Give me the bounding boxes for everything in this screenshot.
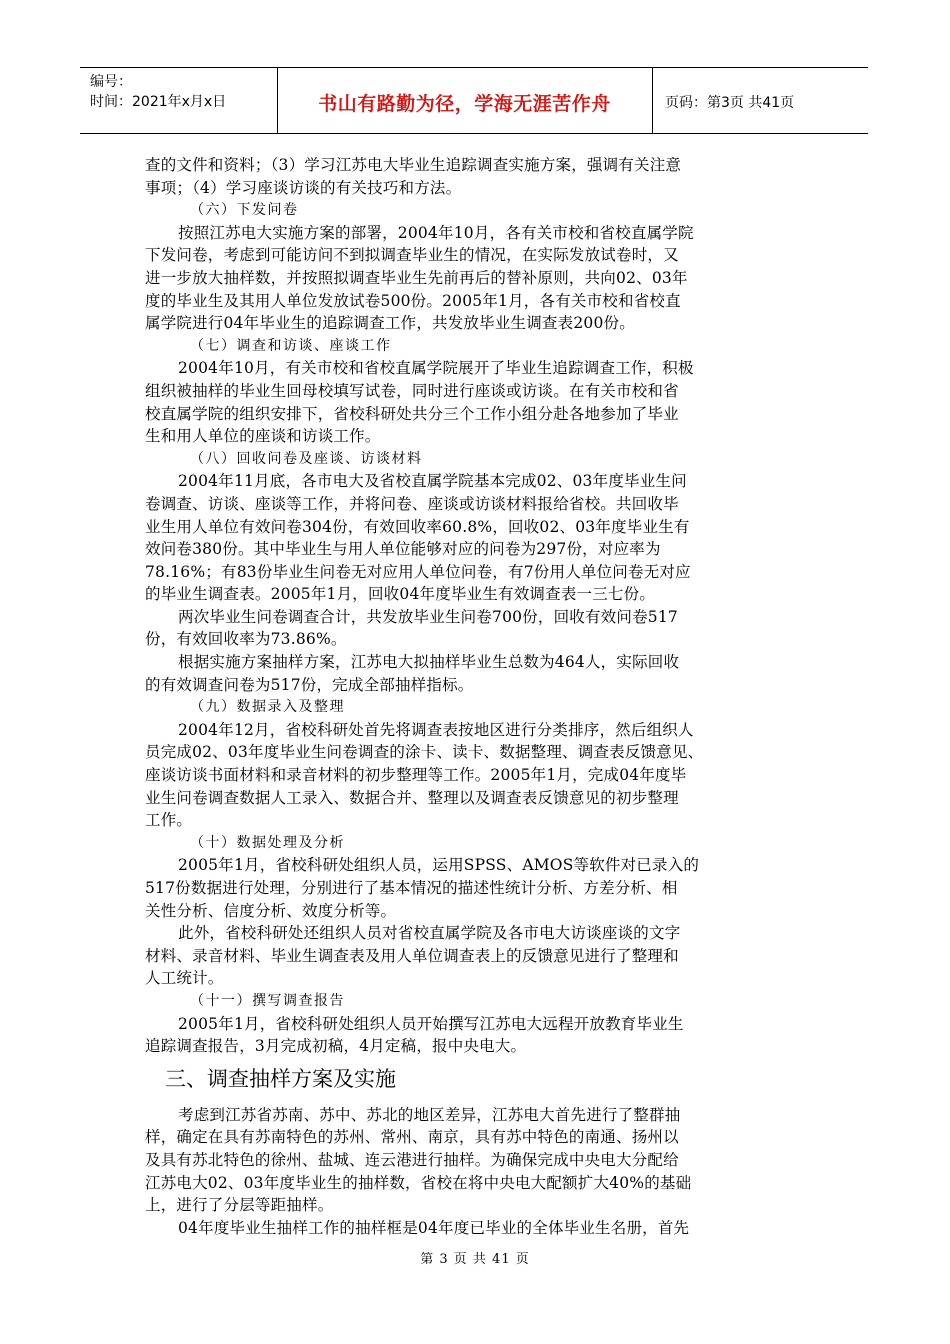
header-top-rule: [80, 67, 868, 68]
subsection-heading: （八）回收问卷及座谈、访谈材料: [190, 450, 423, 467]
text-line: 根据实施方案抽样方案，江苏电大拟抽样毕业生总数为464人，实际回收: [178, 653, 680, 672]
text-line: 两次毕业生问卷调查合计，共发放毕业生问卷700份，回收有效问卷517: [178, 607, 678, 626]
text-line: 工作。: [145, 811, 193, 830]
text-line: 追踪调查报告，3月完成初稿，4月定稿，报中央电大。: [145, 1037, 527, 1056]
text-line: 度的毕业生及其用人单位发放试卷500份。2005年1月，各有关市校和省校直: [145, 291, 681, 310]
document-body: [145, 154, 805, 1239]
text-line: 2004年10月，有关市校和省校直属学院展开了毕业生追踪调查工作，积极: [178, 359, 694, 378]
subsection-heading: （十一）撰写调查报告: [190, 992, 345, 1009]
text-line: 校直属学院的组织安排下，省校科研处共分三个工作小组分赴各地参加了毕业: [145, 404, 679, 423]
text-line: 样，确定在具有苏南特色的苏州、常州、南京，具有苏中特色的南通、扬州以: [145, 1128, 679, 1147]
text-line: 按照江苏电大实施方案的部署，2004年10月，各有关市校和省校直属学院: [178, 223, 694, 242]
text-line: 组织被抽样的毕业生回母校填写试卷，同时进行座谈或访谈。在有关市校和省: [145, 381, 679, 400]
page-footer: 第 3 页 共 41 页: [420, 1252, 530, 1267]
header-meta: [90, 72, 226, 112]
text-line: 考虑到江苏省苏南、苏中、苏北的地区差异，江苏电大首先进行了整群抽: [178, 1105, 681, 1124]
header-page-number: 页码：第3页 共41页: [665, 95, 795, 111]
text-line: 属学院进行04年毕业生的追踪调查工作，共发放毕业生调查表200份。: [145, 314, 635, 333]
text-line: 员完成02、03年度毕业生问卷调查的涂卡、读卡、数据整理、调查表反馈意见、: [145, 743, 704, 762]
text-line: 查的文件和资料；（3）学习江苏电大毕业生追踪调查实施方案，强调有关注意: [145, 156, 682, 174]
header-motto: 书山有路勤为径，学海无涯苦作舟: [318, 93, 611, 115]
text-line: 517份数据进行处理，分别进行了基本情况的描述性统计分析、方差分析、相: [145, 879, 678, 897]
text-line: 业生问卷调查数据人工录入、数据合并、整理以及调查表反馈意见的初步整理: [145, 788, 679, 807]
section-heading: 三、调查抽样方案及实施: [165, 1066, 396, 1091]
subsection-heading: （十）数据处理及分析: [190, 834, 345, 851]
header-divider-right: [652, 67, 653, 134]
text-line: 2004年11月底，各市电大及省校直属学院基本完成02、03年度毕业生问: [178, 472, 687, 491]
text-line: 业生用人单位有效问卷304份，有效回收率60.8%，回收02、03年度毕业生有: [145, 517, 690, 536]
text-line: 上，进行了分层等距抽样。: [145, 1196, 334, 1215]
text-line: 生和用人单位的座谈和访谈工作。: [145, 427, 381, 446]
text-line: 座谈访谈书面材料和录音材料的初步整理等工作。2005年1月，完成04年度毕: [145, 766, 687, 785]
text-line: 的毕业生调查表。2005年1月，回收04年度毕业生有效调查表一三七份。: [145, 585, 656, 604]
text-line: 2005年1月，省校科研处组织人员开始撰写江苏电大远程开放教育毕业生: [178, 1014, 684, 1033]
text-line: 事项；（4）学习座谈访谈的有关技巧和方法。: [145, 178, 462, 197]
text-line: 2005年1月，省校科研处组织人员，运用SPSS、AMOS等软件对已录入的: [178, 856, 700, 875]
text-line: 进一步放大抽样数，并按照拟调查毕业生先前再后的替补原则，共向02、03年: [145, 268, 688, 287]
text-line: 效问卷380份。其中毕业生与用人单位能够对应的问卷为297份，对应率为: [145, 540, 661, 559]
text-line: 下发问卷，考虑到可能访问不到拟调查毕业生的情况，在实际发放试卷时，又: [145, 246, 679, 265]
header-bottom-rule: [80, 133, 868, 134]
text-line: 份，有效回收率为73.86%。: [145, 630, 347, 649]
text-line: 人工统计。: [145, 969, 224, 988]
text-line: 材料、录音材料、毕业生调查表及用人单位调查表上的反馈意见进行了整理和: [145, 946, 679, 965]
text-line: 78.16%；有83份毕业生问卷无对应用人单位问卷，有7份用人单位问卷无对应: [145, 562, 691, 581]
document-number: 编号：: [90, 74, 132, 90]
text-line: 2004年12月，省校科研处首先将调查表按地区进行分类排序，然后组织人: [178, 720, 694, 739]
text-line: 此外，省校科研处还组织人员对省校直属学院及各市电大访谈座谈的文字: [178, 924, 681, 943]
text-line: 04年度毕业生抽样工作的抽样框是04年度已毕业的全体毕业生名册，首先: [178, 1218, 690, 1237]
text-line: 江苏电大02、03年度毕业生的抽样数，省校在将中央电大配额扩大40%的基础: [145, 1173, 692, 1192]
subsection-heading: （九）数据录入及整理: [190, 699, 345, 716]
text-line: 的有效调查问卷为517份，完成全部抽样指标。: [145, 675, 474, 694]
text-line: 关性分析、信度分析、效度分析等。: [145, 901, 397, 920]
text-line: 及具有苏北特色的徐州、盐城、连云港进行抽样。为确保完成中央电大分配给: [145, 1150, 679, 1169]
document-time: 时间：2021年x月x日: [90, 94, 227, 110]
subsection-heading: （七）调查和访谈、座谈工作: [190, 337, 392, 354]
text-line: 卷调查、访谈、座谈等工作，并将问卷、座谈或访谈材料报给省校。共回收毕: [145, 494, 679, 513]
subsection-heading: （六）下发问卷: [190, 202, 299, 219]
